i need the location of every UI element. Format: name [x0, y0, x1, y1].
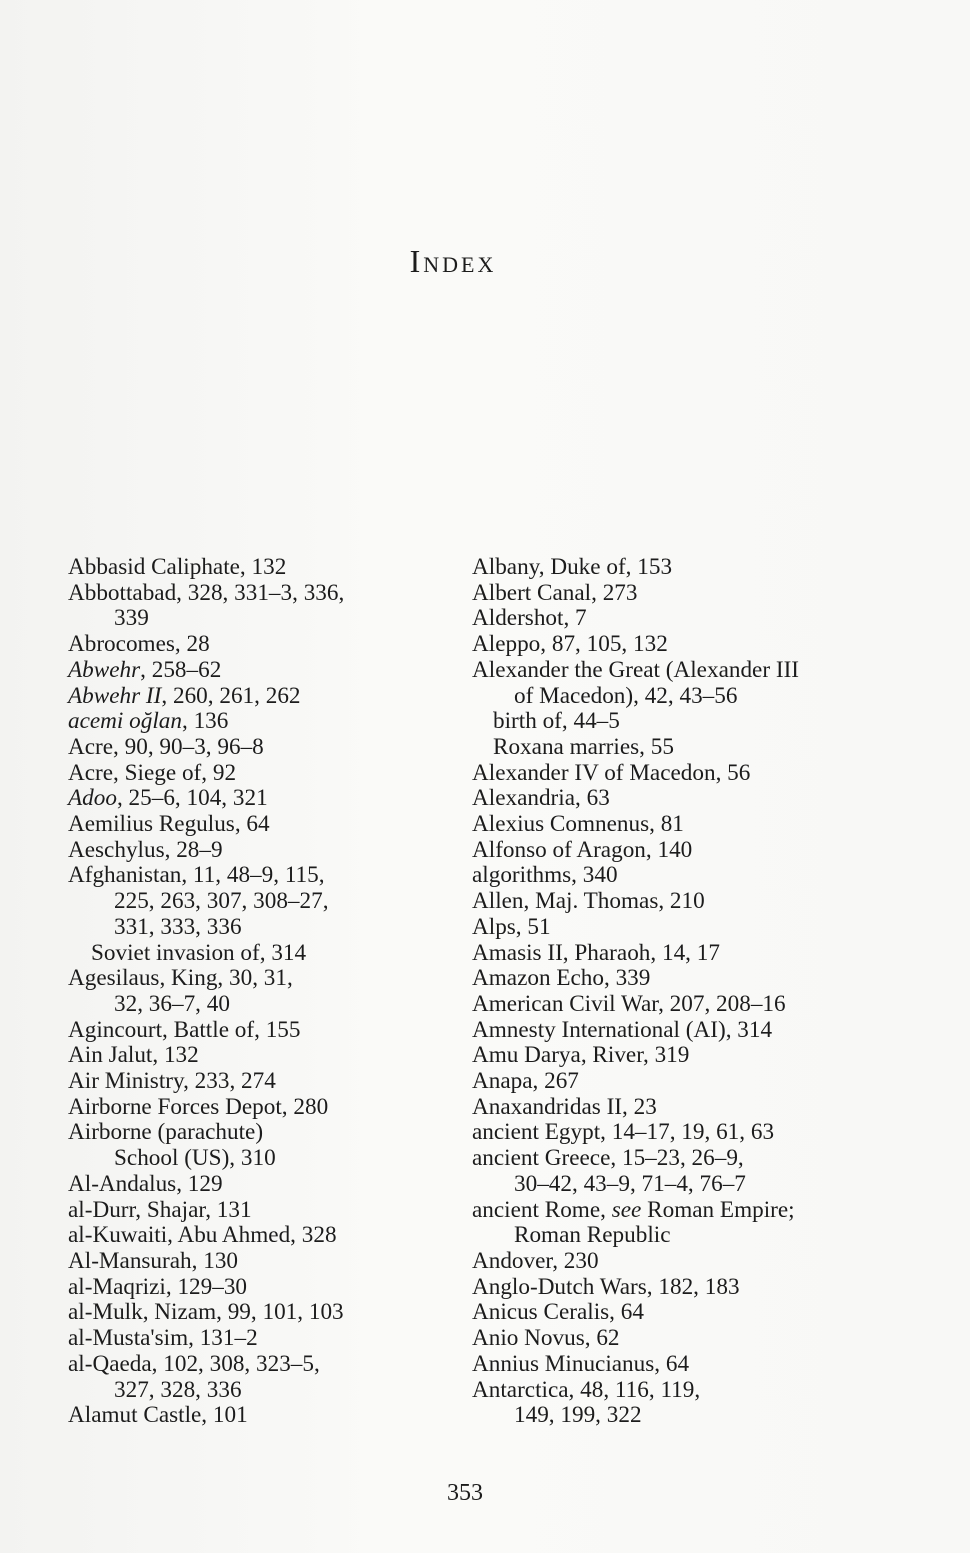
index-entry-text: Alexius Comnenus, 81 [472, 811, 684, 838]
index-entry-line [68, 1043, 438, 1069]
index-entry-locators: , 25–6, 104, 321 [116, 785, 268, 812]
index-entry-text: Alexander the Great (Alexander III [472, 656, 800, 683]
index-entry-text: Agesilaus, King, 30, 31, [68, 965, 293, 992]
index-entry-text: Amazon Echo, 339 [472, 965, 651, 992]
index-entry-line [68, 684, 438, 710]
index-entry-text: Al-Andalus, 129 [68, 1170, 223, 1197]
index-entry-text: Afghanistan, 11, 48–9, 115, [68, 862, 325, 889]
index-entry-line [472, 941, 872, 967]
index-entry-line [472, 786, 872, 812]
index-entry-line [68, 1120, 438, 1146]
index-column-left [68, 555, 438, 1429]
index-entry-line [68, 555, 438, 581]
index-entry-line [68, 992, 438, 1018]
index-entry-text: Allen, Maj. Thomas, 210 [472, 888, 705, 915]
index-entry-text: al-Kuwaiti, Abu Ahmed, 328 [68, 1222, 337, 1249]
index-entry-line [68, 1172, 438, 1198]
index-entry-text: birth of, 44–5 [493, 708, 620, 735]
index-entry-line [68, 1326, 438, 1352]
index-entry-line [472, 1300, 872, 1326]
index-entry-text: Annius Minucianus, 64 [472, 1350, 690, 1377]
index-entry-line [472, 761, 872, 787]
index-entry-text: ancient Greece, 15–23, 26–9, [472, 1145, 744, 1172]
index-entry-text: Aeschylus, 28–9 [68, 836, 223, 863]
index-entry-text: 32, 36–7, 40 [114, 990, 230, 1017]
index-entry-text: Airborne (parachute) [68, 1119, 264, 1146]
index-column-right [472, 555, 872, 1429]
index-entry-text: Alps, 51 [472, 913, 551, 940]
index-entry-line [68, 1300, 438, 1326]
index-entry-text: Albert Canal, 273 [472, 579, 638, 606]
index-entry-line [472, 1352, 872, 1378]
index-entry-line [68, 1069, 438, 1095]
index-entry-italic: see [611, 1196, 642, 1223]
index-entry-line [68, 1403, 438, 1429]
index-entry-text: Anapa, 267 [472, 1068, 579, 1095]
index-entry-line [472, 1146, 872, 1172]
index-entry-text: 339 [114, 605, 149, 632]
index-entry-italic: acemi oğlan [68, 708, 182, 735]
index-entry-line [68, 632, 438, 658]
index-entry-text: Soviet invasion of, 314 [91, 939, 307, 966]
index-entry-text: Alexandria, 63 [472, 785, 610, 812]
index-entry-line [68, 941, 438, 967]
index-entry-line [68, 1198, 438, 1224]
index-entry-locators: Roman Empire; [641, 1196, 795, 1223]
index-entry-line [472, 992, 872, 1018]
index-entry-line [68, 838, 438, 864]
index-entry-text: Alfonso of Aragon, 140 [472, 836, 693, 863]
index-entry-line [472, 812, 872, 838]
index-entry-text: ancient Egypt, 14–17, 19, 61, 63 [472, 1119, 775, 1146]
index-entry-text: 327, 328, 336 [114, 1376, 242, 1403]
index-entry-locators: , 258–62 [140, 656, 222, 683]
index-entry-line [472, 1095, 872, 1121]
index-entry-text: al-Durr, Shajar, 131 [68, 1196, 252, 1223]
index-entry-text: Aleppo, 87, 105, 132 [472, 631, 668, 658]
index-entry-line [68, 889, 438, 915]
index-entry-text: American Civil War, 207, 208–16 [472, 990, 786, 1017]
index-entry-line [472, 1378, 872, 1404]
index-entry-line [472, 1120, 872, 1146]
index-entry-text: Acre, Siege of, 92 [68, 759, 237, 786]
index-entry-line [472, 581, 872, 607]
index-entry-text: Abrocomes, 28 [68, 631, 210, 658]
index-entry-text: Anio Novus, 62 [472, 1325, 620, 1352]
index-entry-text: Alexander IV of Macedon, 56 [472, 759, 751, 786]
index-entry-line [472, 709, 872, 735]
page-title: Index [409, 243, 497, 279]
index-entry-text: Agincourt, Battle of, 155 [68, 1016, 301, 1043]
index-entry-text: al-Maqrizi, 129–30 [68, 1273, 248, 1300]
index-entry-line [68, 1146, 438, 1172]
index-entry-text: 149, 199, 322 [514, 1402, 642, 1429]
index-entry-text: Amasis II, Pharaoh, 14, 17 [472, 939, 720, 966]
index-entry-text: Antarctica, 48, 116, 119, [472, 1376, 701, 1403]
index-entry-text: Amnesty International (AI), 314 [472, 1016, 773, 1043]
index-entry-line [472, 555, 872, 581]
index-entry-text: algorithms, 340 [472, 862, 618, 889]
index-entry-text: Roxana marries, 55 [493, 733, 674, 760]
index-entry-line [472, 1069, 872, 1095]
index-entry-text: 331, 333, 336 [114, 913, 242, 940]
index-entry-line [68, 709, 438, 735]
index-entry-line [472, 915, 872, 941]
index-entry-line [68, 735, 438, 761]
index-entry-line [472, 1249, 872, 1275]
index-entry-text: Albany, Duke of, 153 [472, 554, 673, 580]
index-entry-text: Acre, 90, 90–3, 96–8 [68, 733, 264, 760]
index-entry-italic: Abwehr II [68, 682, 162, 709]
page-number: 353 [447, 1480, 483, 1506]
index-entry-line [68, 1223, 438, 1249]
index-entry-line [68, 966, 438, 992]
index-entry-line [68, 761, 438, 787]
index-entry-text: Roman Republic [514, 1222, 671, 1249]
index-entry-line [472, 1403, 872, 1429]
index-entry-line [68, 581, 438, 607]
index-entry-text: 225, 263, 307, 308–27, [114, 888, 329, 915]
index-entry-text: Anaxandridas II, 23 [472, 1093, 657, 1120]
index-entry-text: Abbottabad, 328, 331–3, 336, [68, 579, 345, 606]
index-entry-line [472, 632, 872, 658]
index-entry-line [472, 863, 872, 889]
index-entry-text: Anicus Ceralis, 64 [472, 1299, 644, 1326]
index-entry-line [472, 1275, 872, 1301]
index-entry-text: al-Musta'sim, 131–2 [68, 1325, 258, 1352]
index-entry-text: Abbasid Caliphate, 132 [68, 554, 287, 580]
index-entry-line [472, 1043, 872, 1069]
index-entry-text: Aemilius Regulus, 64 [68, 811, 270, 838]
index-entry-text: Alamut Castle, 101 [68, 1402, 248, 1429]
index-entry-text: Anglo-Dutch Wars, 182, 183 [472, 1273, 740, 1300]
index-entry-line [472, 1198, 872, 1224]
index-entry-line [68, 1275, 438, 1301]
index-entry-locators: , 136 [181, 708, 229, 735]
index-entry-line [68, 606, 438, 632]
index-entry-text: 30–42, 43–9, 71–4, 76–7 [514, 1170, 746, 1197]
index-entry-line [472, 889, 872, 915]
index-entry-text: Air Ministry, 233, 274 [68, 1068, 276, 1095]
index-entry-text: ancient Rome, [472, 1196, 612, 1223]
index-entry-text: Ain Jalut, 132 [68, 1042, 199, 1069]
index-entry-line [68, 863, 438, 889]
index-entry-line [472, 966, 872, 992]
index-entry-text: Airborne Forces Depot, 280 [68, 1093, 329, 1120]
index-entry-line [68, 1018, 438, 1044]
index-entry-line [68, 915, 438, 941]
index-entry-text: Aldershot, 7 [472, 605, 587, 632]
index-entry-italic: Abwehr [68, 656, 141, 683]
index-entry-text: al-Qaeda, 102, 308, 323–5, [68, 1350, 320, 1377]
index-entry-italic: Adoo [68, 785, 117, 812]
index-entry-line [68, 1095, 438, 1121]
index-entry-locators: , 260, 261, 262 [161, 682, 301, 709]
index-entry-text: of Macedon), 42, 43–56 [514, 682, 738, 709]
index-entry-line [68, 1352, 438, 1378]
index-entry-line [472, 1172, 872, 1198]
index-entry-text: School (US), 310 [114, 1145, 276, 1172]
index-entry-line [68, 786, 438, 812]
index-entry-line [472, 735, 872, 761]
index-entry-text: Amu Darya, River, 319 [472, 1042, 690, 1069]
index-entry-line [472, 1326, 872, 1352]
index-entry-text: Al-Mansurah, 130 [68, 1247, 239, 1274]
index-entry-line [68, 1378, 438, 1404]
index-entry-line [472, 684, 872, 710]
index-entry-line [472, 1018, 872, 1044]
index-entry-line [472, 606, 872, 632]
index-entry-line [472, 658, 872, 684]
index-entry-line [68, 812, 438, 838]
index-entry-line [68, 1249, 438, 1275]
index-entry-text: al-Mulk, Nizam, 99, 101, 103 [68, 1299, 344, 1326]
index-entry-text: Andover, 230 [472, 1247, 599, 1274]
index-entry-line [68, 658, 438, 684]
index-entry-line [472, 1223, 872, 1249]
index-entry-line [472, 838, 872, 864]
